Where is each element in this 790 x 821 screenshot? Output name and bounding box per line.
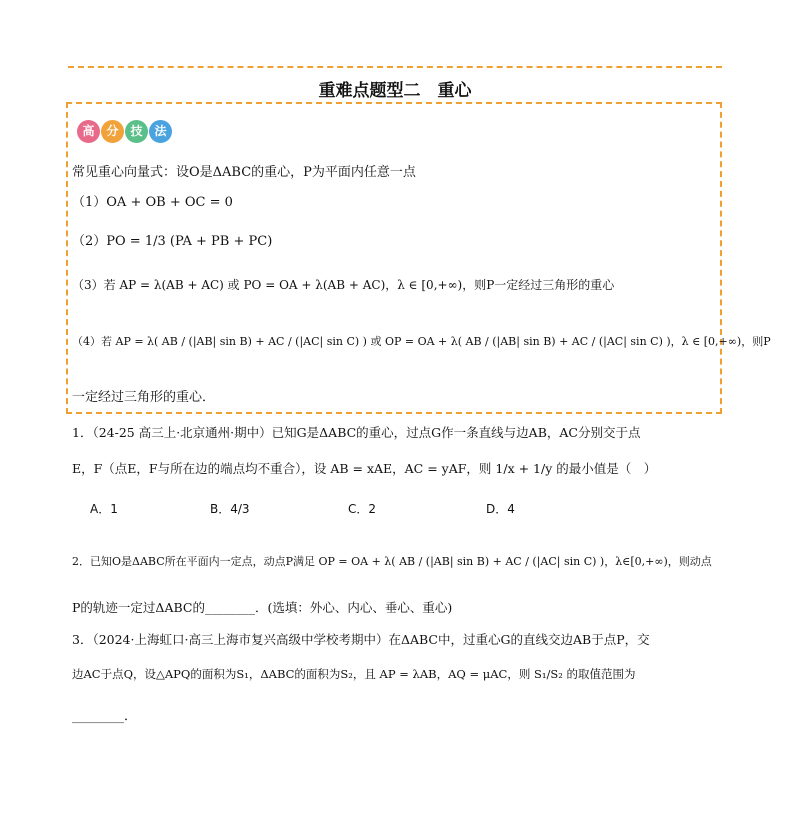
option-a: A．1 — [90, 502, 118, 516]
badge-char: 技 — [125, 120, 148, 143]
top-dashed-line — [68, 66, 722, 68]
question-3-line-1: 3．（2024·上海虹口·高三上海市复兴高级中学校考期中）在ΔABC中，过重心G的直线交边AB于点P，交 — [72, 632, 650, 647]
page-title: 重难点题型二 重心 — [318, 81, 472, 101]
badge-char: 法 — [149, 120, 172, 143]
badge-char: 分 — [101, 120, 124, 143]
question-1-line-2: E，F（点E，F与所在边的端点均不重合），设 AB = xAE，AC = yAF，则 1/x + 1/y 的最小值是（ ） — [72, 461, 657, 476]
formula-4: （4）若 AP = λ( AB / (|AB| sin B) + AC / (|AC| sin C) ) 或 OP = OA + λ( AB / (|AB| sin B) + AC / (|AC| sin C) )，λ ∈ [0,+∞)，则P — [72, 335, 771, 348]
formula-3: （3）若 AP = λ(AB + AC) 或 PO = OA + λ(AB + AC)，λ ∈ [0,+∞)，则P一定经过三角形的重心 — [72, 278, 615, 292]
question-3-line-3: ________． — [72, 709, 138, 724]
technique-box — [66, 102, 722, 414]
question-2-line-2: P的轨迹一定过ΔABC的________．(选填：外心、内心、垂心、重心) — [72, 600, 453, 615]
option-d: D．4 — [486, 502, 515, 516]
option-b: B．4/3 — [210, 502, 250, 516]
formula-1: （1）OA + OB + OC = 0 — [72, 195, 233, 210]
badge-char: 高 — [77, 120, 100, 143]
badge — [77, 120, 173, 146]
intro-text: 常见重心向量式：设O是ΔABC的重心，P为平面内任意一点 — [72, 165, 416, 180]
option-c: C．2 — [348, 502, 377, 516]
question-3-line-2: 边AC于点Q，设△APQ的面积为S₁，ΔABC的面积为S₂，且 AP = λAB，AQ = μAC，则 S₁/S₂ 的取值范围为 — [72, 667, 636, 681]
formula-2: （2）PO = 1/3 (PA + PB + PC) — [72, 234, 273, 249]
question-1-line-1: 1．（24-25 高三上·北京通州·期中）已知G是ΔABC的重心，过点G作一条直线与边AB，AC分别交于点 — [72, 425, 641, 440]
question-2-line-1: 2．已知O是ΔABC所在平面内一定点，动点P满足 OP = OA + λ( AB / (|AB| sin B) + AC / (|AC| sin C) )，λ∈[0,+∞)，则动点 — [72, 555, 712, 568]
formula-4-cont: 一定经过三角形的重心． — [72, 390, 216, 405]
